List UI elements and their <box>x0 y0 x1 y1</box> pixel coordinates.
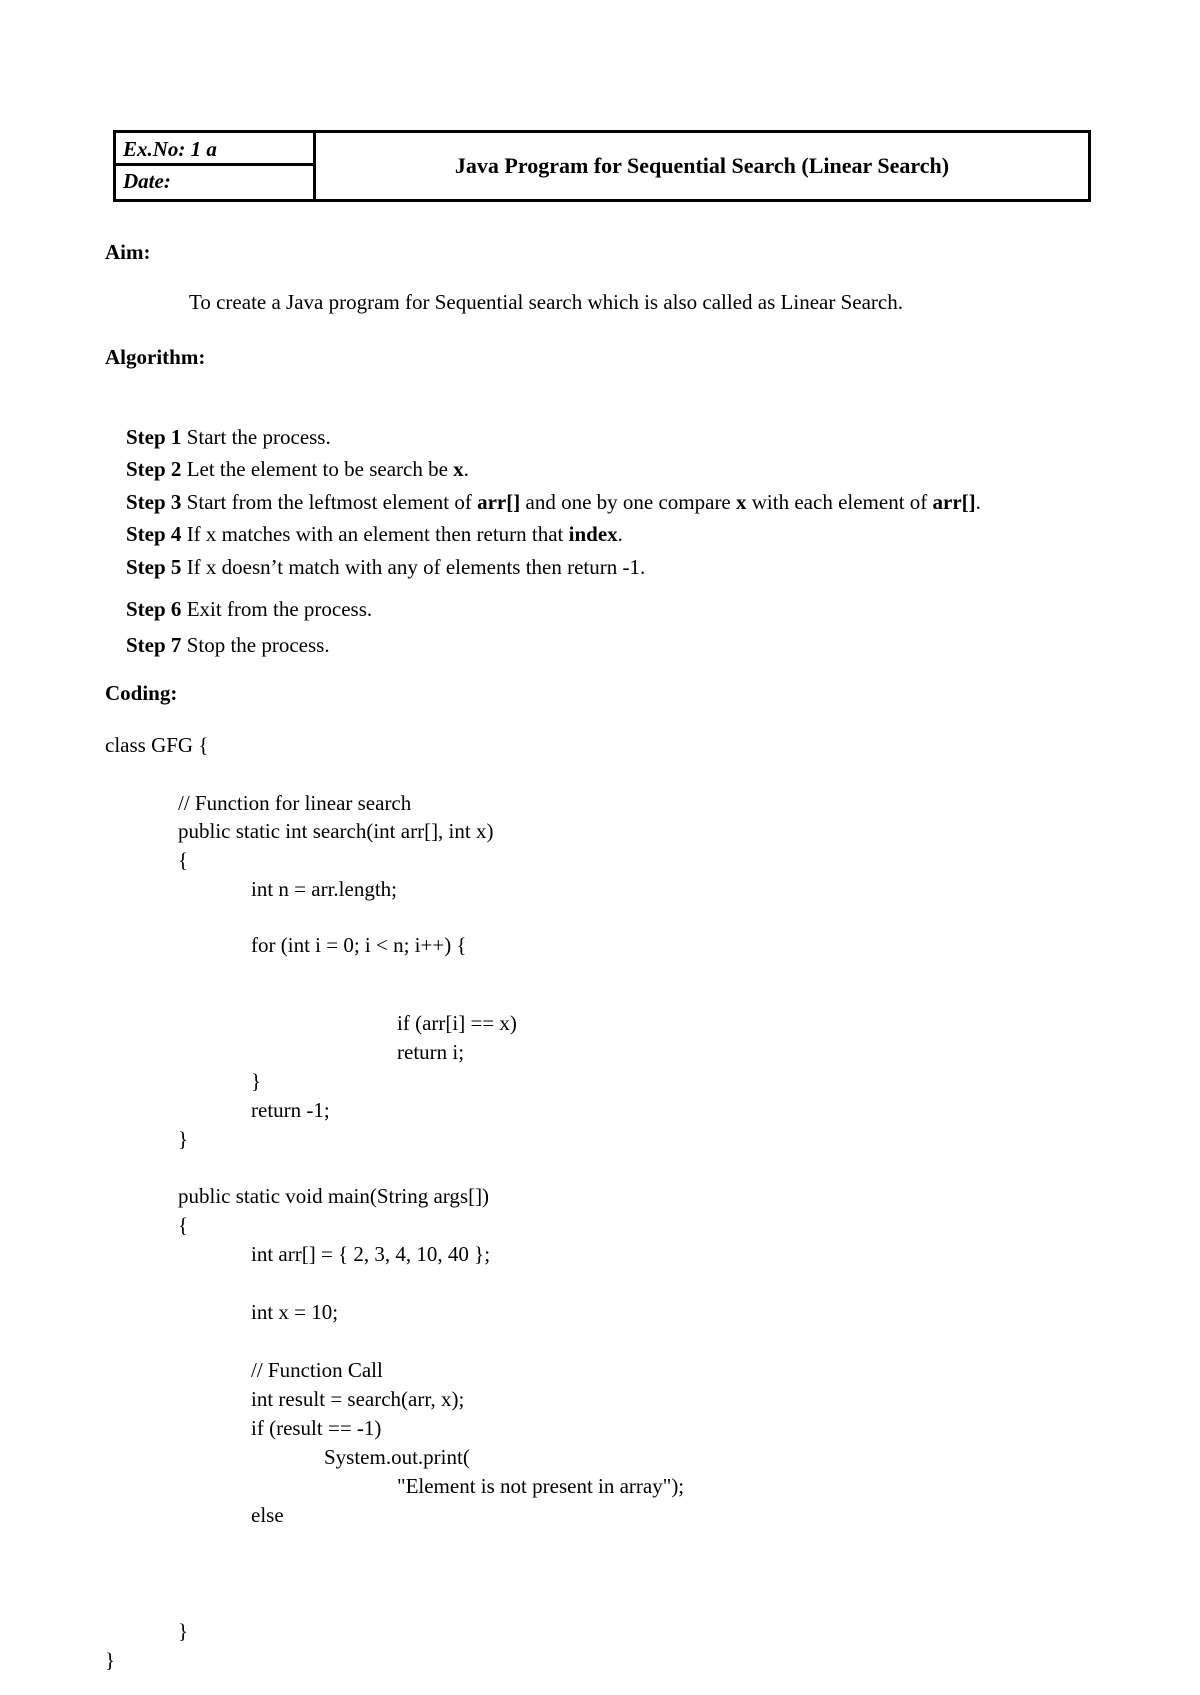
step-text: Let the element to be search be <box>181 457 454 481</box>
step-keyword: index <box>568 522 618 546</box>
coding-heading: Coding: <box>105 681 178 705</box>
step-text: Start from the leftmost element of <box>181 490 478 514</box>
algorithm-heading: Algorithm: <box>105 345 206 369</box>
step-text: and one by one compare <box>520 490 737 514</box>
step-text: with each element of <box>746 490 933 514</box>
code-line: "Element is not present in array"); <box>397 1474 685 1498</box>
algorithm-step <box>105 606 330 684</box>
code-line: int result = search(arr, x); <box>251 1387 465 1411</box>
aim-heading: Aim: <box>105 240 151 264</box>
step-keyword: x <box>736 490 747 514</box>
step-text: If x matches with an element then return that <box>181 522 569 546</box>
code-line: int arr[] = { 2, 3, 4, 10, 40 }; <box>251 1242 491 1266</box>
code-line: class GFG { <box>105 733 209 757</box>
code-line: public static void main(String args[]) <box>178 1184 490 1208</box>
code-line: } <box>178 1127 189 1151</box>
step-label: Step 1 <box>126 425 182 449</box>
code-line: for (int i = 0; i < n; i++) { <box>251 933 467 957</box>
step-label: Step 3 <box>126 490 182 514</box>
ex-no-cell: Ex.No: 1 a <box>116 133 313 166</box>
step-label: Step 7 <box>126 633 182 657</box>
step-label: Step 2 <box>126 457 182 481</box>
code-line: } <box>251 1069 262 1093</box>
step-text: Stop the process. <box>181 633 330 657</box>
code-line: if (result == -1) <box>251 1416 382 1440</box>
code-comment: // Function for linear search <box>178 791 412 815</box>
step-text: If x doesn’t match with any of elements then return -1. <box>181 555 646 579</box>
step-keyword: x <box>453 457 464 481</box>
code-comment: // Function Call <box>251 1358 383 1382</box>
step-text: . <box>463 457 469 481</box>
header-table <box>113 130 1091 202</box>
code-line: System.out.print( <box>324 1445 470 1469</box>
code-line: } <box>178 1619 189 1643</box>
code-line: int x = 10; <box>251 1300 339 1324</box>
aim-text: To create a Java program for Sequential search which is also called as Linear Search. <box>189 290 903 314</box>
document-title: Java Program for Sequential Search (Linear Search) <box>454 153 950 178</box>
code-line: return -1; <box>251 1098 330 1122</box>
header-left-column <box>116 133 316 199</box>
step-label: Step 4 <box>126 522 182 546</box>
step-keyword: arr[] <box>477 490 521 514</box>
step-label: Step 5 <box>126 555 182 579</box>
step-text: . <box>975 490 981 514</box>
date-cell: Date: <box>123 169 171 193</box>
step-keyword: arr[] <box>932 490 976 514</box>
code-line: public static int search(int arr[], int x) <box>178 819 494 843</box>
code-line: { <box>178 848 189 872</box>
code-line: { <box>178 1213 189 1237</box>
code-line: return i; <box>397 1040 465 1064</box>
code-line: else <box>251 1503 284 1527</box>
step-text: Exit from the process. <box>181 597 373 621</box>
code-line: } <box>105 1648 116 1672</box>
step-label: Step 6 <box>126 597 182 621</box>
step-text: . <box>617 522 623 546</box>
code-line: if (arr[i] == x) <box>397 1011 517 1035</box>
code-line: int n = arr.length; <box>251 877 397 901</box>
step-text: Start the process. <box>181 425 331 449</box>
